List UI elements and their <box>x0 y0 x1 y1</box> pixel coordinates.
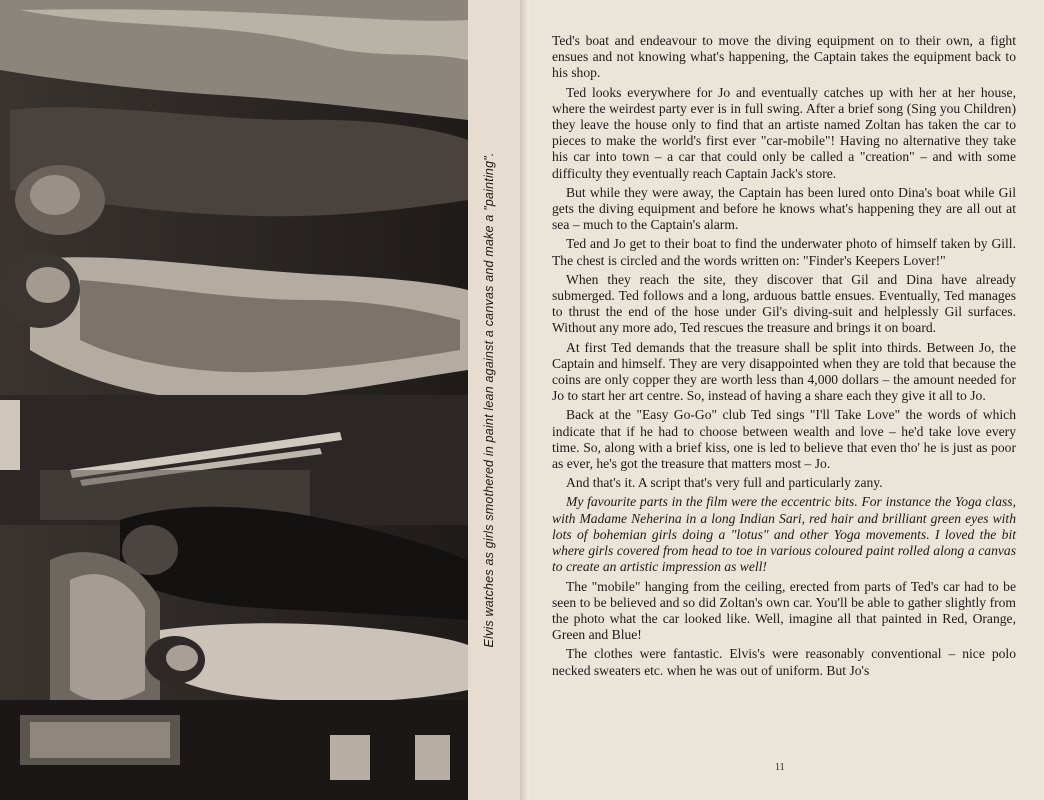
article-paragraph: Ted's boat and endeavour to move the diving equipment on to their own, a fight ensues and not knowing what's happening, the Captain takes the equipment back to his shop. <box>552 33 1016 81</box>
photo-caption-text: Elvis watches as girls smothered in paint lean against a canvas and make a "painting". <box>482 152 496 648</box>
article-paragraph: Back at the "Easy Go-Go" club Ted sings "I'll Take Love" the words of which indicate that if he had to choose between wealth and love – he'd take love every time. So, along with a brief kiss, one is led to believe that even tho' he is just as poor as ever, he's got the treasure that matters most – Jo. <box>552 407 1016 472</box>
article-paragraph: Ted looks everywhere for Jo and eventually catches up with her at her house, where the weirdest party ever is in full swing. After a brief song (Sing you Children) they leave the house only to find that an artiste named Zoltan has taken the car to pieces to make the world's first ever "car-mobile"! Having no alternative they take his car into town – a car that could only be called a "creation" – and with some difficulty they eventually reach Captain Jack's store. <box>552 84 1016 181</box>
article-paragraph-italic: My favourite parts in the film were the eccentric bits. For instance the Yoga class, with Madame Neherina in a long Indian Sari, red hair and brilliant green eyes with lots of bohemian girls doing a "lotus" and other Yoga movements. I loved the bit where girls covered from head to toe in various coloured paint rolled along a canvas to create an artistic impression as well! <box>552 494 1016 575</box>
article-paragraph: The "mobile" hanging from the ceiling, erected from parts of Ted's car had to be seen to be believed and so did Zoltan's own car. You'll be able to gather slightly from the photo what the car looked like. Well, imagine all that painted in Red, Orange, Green and Blue! <box>552 578 1016 643</box>
photo-image <box>0 0 468 800</box>
article-paragraph: When they reach the site, they discover that Gil and Dina have already submerged. Ted follows and a long, arduous battle ensues. Eventually, Ted manages to thrust the end of the hose under Gil's diving-suit and helplessly Gil surfaces. Without any more ado, Ted rescues the treasure and brings it on board. <box>552 271 1016 336</box>
article-paragraph: Ted and Jo get to their boat to find the underwater photo of himself taken by Gill. The chest is circled and the words written on: "Finder's Keepers Lover!" <box>552 236 1016 268</box>
article-paragraph: At first Ted demands that the treasure shall be split into thirds. Between Jo, the Captain and himself. They are very disappointed when they are told that because the coins are only copper they are worth less than 4,000 dollars – the amount needed for Jo to start her art centre. So, instead of having a share each they give it all to Jo. <box>552 339 1016 404</box>
page-number: 11 <box>775 762 785 773</box>
article-paragraph: But while they were away, the Captain has been lured onto Dina's boat while Gil gets the diving equipment and before he knows what's happening they are all out at sea – much to the Captain's alarm. <box>552 184 1016 233</box>
article-text-column <box>552 33 1016 682</box>
photo-caption <box>478 120 500 680</box>
right-page <box>534 0 1044 800</box>
film-still-photo <box>0 0 468 800</box>
article-paragraph: The clothes were fantastic. Elvis's were reasonably conventional – nice polo necked sweaters etc. when he was out of uniform. But Jo's <box>552 646 1016 678</box>
article-paragraph: And that's it. A script that's very full and particularly zany. <box>566 475 883 491</box>
page-gutter <box>520 0 534 800</box>
